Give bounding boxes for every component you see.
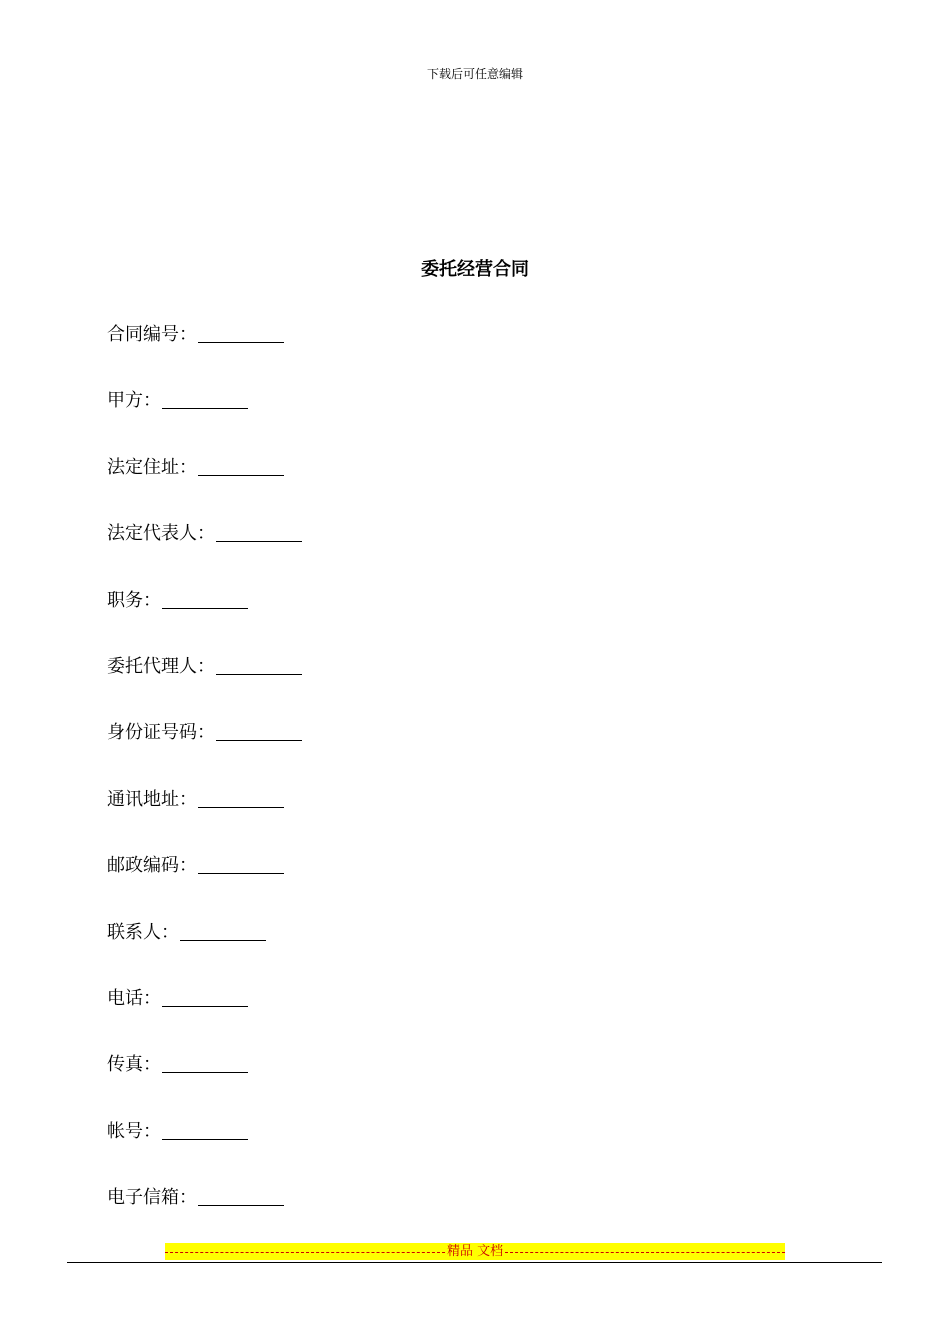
- footer-banner: [165, 1243, 785, 1260]
- field-label: 帐号：: [107, 1120, 161, 1142]
- field-position: [107, 588, 867, 654]
- field-contract-number: [107, 322, 867, 388]
- field-label: 身份证号码：: [107, 722, 215, 744]
- field-legal-address: [107, 455, 867, 521]
- field-label: 甲方：: [107, 390, 161, 412]
- field-label: 法定代表人：: [107, 523, 215, 545]
- blank-line: [198, 853, 284, 874]
- field-contact-person: [107, 920, 867, 986]
- field-label: 电子信箱：: [107, 1187, 197, 1209]
- blank-line: [198, 455, 284, 476]
- blank-line: [198, 787, 284, 808]
- field-email: [107, 1185, 867, 1251]
- blank-line: [216, 720, 302, 741]
- field-id-number: [107, 720, 867, 786]
- blank-line: [180, 920, 266, 941]
- field-postal-code: [107, 853, 867, 919]
- footer-divider: [67, 1262, 882, 1263]
- field-label: 联系人：: [107, 921, 179, 943]
- blank-line: [198, 322, 284, 343]
- blank-line: [198, 1185, 284, 1206]
- blank-line: [216, 654, 302, 675]
- field-telephone: [107, 986, 867, 1052]
- field-label: 传真：: [107, 1054, 161, 1076]
- field-label: 法定住址：: [107, 456, 197, 478]
- blank-line: [162, 986, 248, 1007]
- footer-dashes-right: [505, 1243, 785, 1260]
- document-title: 委托经营合同: [421, 259, 529, 280]
- field-entrusted-agent: [107, 654, 867, 720]
- field-label: 职务：: [107, 589, 161, 611]
- field-legal-representative: [107, 521, 867, 587]
- field-label: 合同编号：: [107, 324, 197, 345]
- field-mailing-address: [107, 787, 867, 853]
- field-account-number: [107, 1119, 867, 1185]
- field-label: 通讯地址：: [107, 788, 197, 810]
- field-label: 委托代理人：: [107, 655, 215, 677]
- field-label: 电话：: [107, 987, 161, 1009]
- footer-banner-text: 精品 文档: [446, 1244, 504, 1259]
- blank-line: [162, 1119, 248, 1140]
- contract-fields: [107, 322, 867, 1251]
- blank-line: [216, 521, 302, 542]
- page-header-note: 下载后可任意编辑: [426, 67, 523, 81]
- blank-line: [162, 588, 248, 609]
- blank-line: [162, 1052, 248, 1073]
- footer-dashes-left: [165, 1243, 445, 1260]
- field-label: 邮政编码：: [107, 855, 197, 877]
- blank-line: [162, 388, 248, 409]
- field-party-a: [107, 388, 867, 454]
- field-fax: [107, 1052, 867, 1118]
